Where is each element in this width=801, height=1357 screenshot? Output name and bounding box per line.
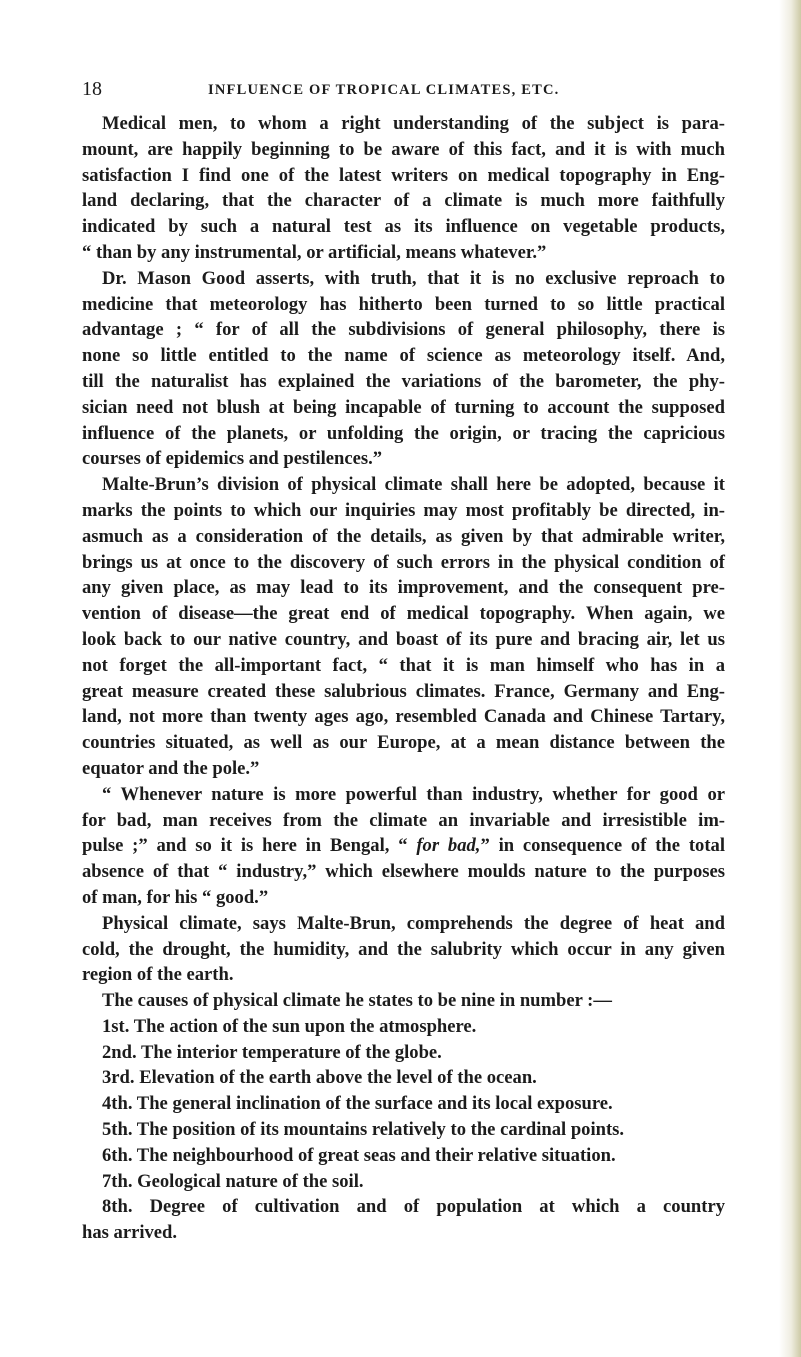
list-item-text: Degree of cultivation and of population at which a country bbox=[149, 1196, 725, 1218]
text-line: great measure created these salubrious climates. France, Germany and Eng- bbox=[82, 680, 725, 702]
list-item-text: The action of the sun upon the atmosphere. bbox=[133, 1015, 477, 1037]
text-line: mount, are happily beginning to be aware of this fact, and it is with much bbox=[82, 138, 725, 160]
page-edge-shadow bbox=[779, 0, 801, 1357]
list-item-number: 6th. bbox=[102, 1144, 133, 1166]
text-line: Medical men, to whom a right understanding of the subject is para- bbox=[102, 113, 725, 134]
text-line: equator and the pole.” bbox=[82, 757, 260, 779]
running-head-title: INFLUENCE OF TROPICAL CLIMATES, ETC. bbox=[208, 82, 560, 98]
list-item-number: 3rd. bbox=[102, 1067, 135, 1089]
list-item-number: 1st. bbox=[102, 1015, 130, 1037]
text-line: absence of that “ industry,” which elsewhere moulds nature to the purposes bbox=[82, 861, 725, 883]
text-line: advantage ; “ for of all the subdivisions of general philosophy, there is bbox=[82, 319, 725, 341]
text-line: countries situated, as well as our Europe, at a mean distance between the bbox=[82, 732, 725, 754]
list-item bbox=[82, 1065, 725, 1091]
list-item-number: 5th. bbox=[102, 1119, 133, 1141]
text-line: vention of disease—the great end of medical topography. When again, we bbox=[82, 603, 725, 625]
text-line: Malte-Brun’s division of physical climate shall here be adopted, because it bbox=[102, 474, 725, 496]
list-item-number: 2nd. bbox=[102, 1041, 137, 1063]
text-line: satisfaction I find one of the latest writers on medical topography in Eng- bbox=[82, 164, 725, 186]
text-line: not forget the all-important fact, “ that it is man himself who has in a bbox=[82, 654, 725, 676]
text-line: Physical climate, says Malte-Brun, comprehends the degree of heat and bbox=[102, 912, 725, 934]
list-item bbox=[82, 1194, 725, 1220]
body-text bbox=[82, 111, 725, 1246]
list-item-number: 7th. bbox=[102, 1170, 133, 1192]
text-line: “ Whenever nature is more powerful than industry, whether for good or bbox=[102, 783, 725, 805]
text-line: region of the earth. bbox=[82, 964, 234, 986]
text-line: Dr. Mason Good asserts, with truth, that it is no exclusive reproach to bbox=[102, 267, 725, 289]
text-line: till the naturalist has explained the variations of the barometer, the phy- bbox=[82, 370, 725, 392]
text-line: for bad, man receives from the climate an invariable and irresistible im- bbox=[82, 809, 725, 831]
list-item-text: The neighbourhood of great seas and their relative situation. bbox=[136, 1144, 616, 1166]
list-item bbox=[82, 1014, 725, 1040]
text-line: land declaring, that the character of a climate is much more faithfully bbox=[82, 190, 725, 212]
text-line: courses of epidemics and pestilences.” bbox=[82, 448, 383, 470]
text-line: brings us at once to the discovery of such errors in the physical condition of bbox=[82, 551, 725, 573]
text-line: cold, the drought, the humidity, and the salubrity which occur in any given bbox=[82, 938, 725, 960]
list-item bbox=[82, 1117, 725, 1143]
list-item-text: Geological nature of the soil. bbox=[137, 1170, 364, 1192]
text-line: sician need not blush at being incapable of turning to account the supposed bbox=[82, 396, 725, 418]
text-line: medicine that meteorology has hitherto been turned to so little practical bbox=[82, 293, 725, 315]
text-line: look back to our native country, and boast of its pure and bracing air, let us bbox=[82, 628, 725, 650]
running-head bbox=[82, 78, 722, 100]
text-line: asmuch as a consideration of the details, as given by that admirable writer, bbox=[82, 525, 725, 547]
list-item-number: 8th. bbox=[102, 1196, 133, 1218]
text-line: none so little entitled to the name of science as meteorology itself. And, bbox=[82, 345, 725, 367]
text-line: The causes of physical climate he states to be nine in number :— bbox=[102, 990, 612, 1012]
list-item-number: 4th. bbox=[102, 1093, 133, 1115]
text-line: has arrived. bbox=[82, 1222, 178, 1244]
list-item bbox=[82, 1143, 725, 1169]
page-number: 18 bbox=[82, 78, 102, 100]
list-item-text: The general inclination of the surface and its local exposure. bbox=[136, 1093, 613, 1115]
text-line: land, not more than twenty ages ago, resembled Canada and Chinese Tartary, bbox=[82, 706, 725, 728]
list-item bbox=[82, 1040, 725, 1066]
text-line: of man, for his “ good.” bbox=[82, 886, 269, 908]
list-item-text: The position of its mountains relatively to the cardinal points. bbox=[136, 1119, 625, 1141]
list-item-text: The interior temperature of the globe. bbox=[140, 1041, 442, 1063]
list-item-text: Elevation of the earth above the level of the ocean. bbox=[139, 1067, 537, 1089]
text-line: “ than by any instrumental, or artificial, means whatever.” bbox=[82, 241, 547, 263]
list-item bbox=[82, 1091, 725, 1117]
list-item bbox=[82, 1169, 725, 1195]
text-line: any given place, as may lead to its improvement, and the consequent pre- bbox=[82, 577, 725, 599]
text-line: influence of the planets, or unfolding the origin, or tracing the capricious bbox=[82, 422, 725, 444]
text-line: pulse ;” and so it is here in Bengal, “ for bad,” in consequence of the total bbox=[82, 835, 725, 857]
text-line: indicated by such a natural test as its influence on vegetable products, bbox=[82, 216, 725, 238]
text-line: marks the points to which our inquiries may most profitably be directed, in- bbox=[82, 499, 725, 521]
